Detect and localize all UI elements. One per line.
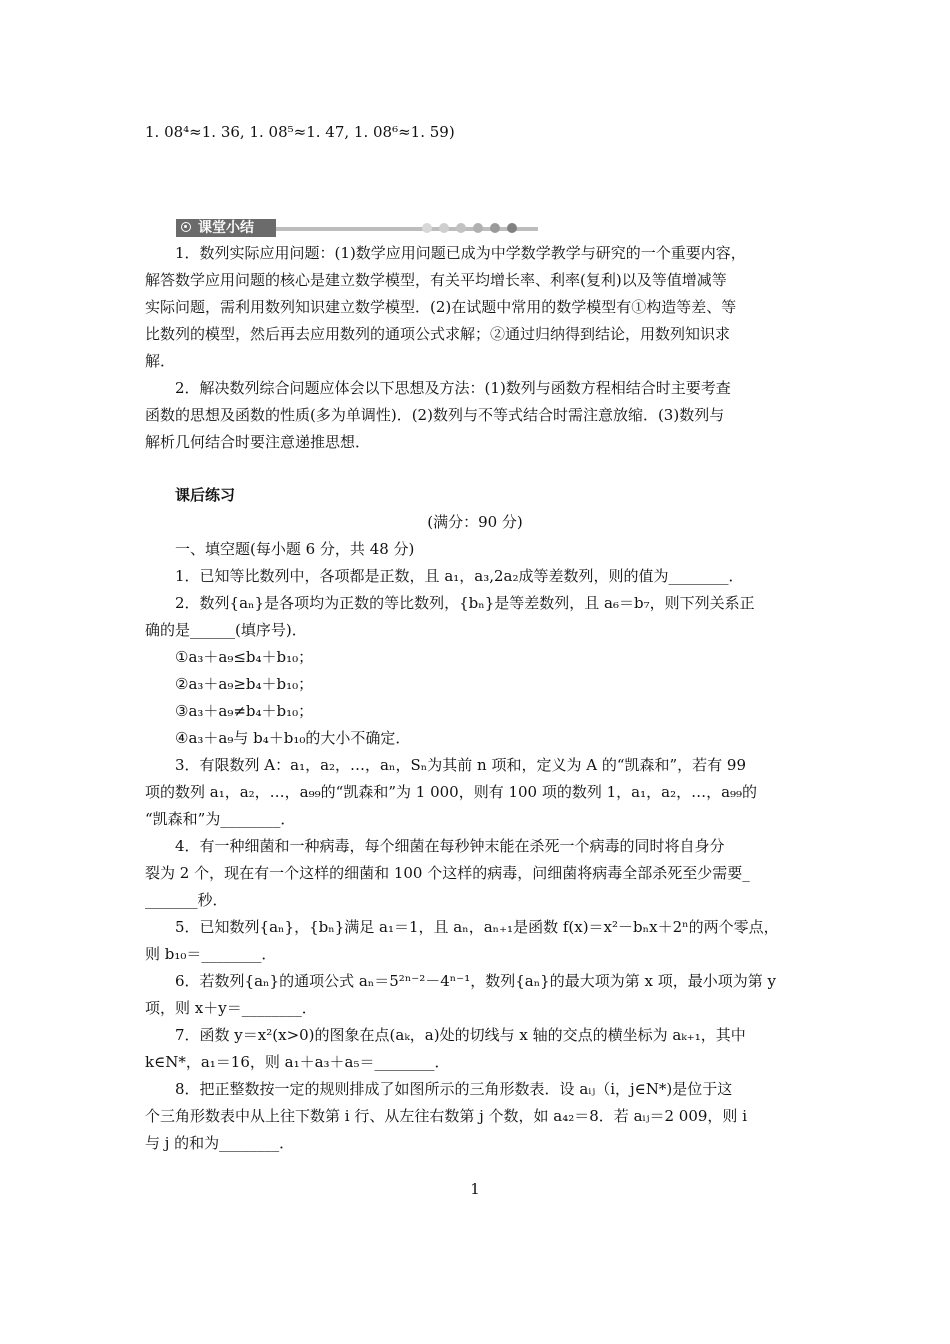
problem-line: 确的是______(填序号)． xyxy=(145,621,307,639)
problem-line: 5．已知数列{aₙ}，{bₙ}满足 a₁＝1，且 aₙ，aₙ₊₁是函数 f(x)＝x²－bₙx＋2ⁿ的两个零点， xyxy=(175,918,779,936)
problem-line: k∈N*，a₁＝16，则 a₁＋a₃＋a₅＝________． xyxy=(145,1053,450,1071)
problem-line: 2．数列{aₙ}是各项均为正数的等比数列，{bₙ}是等差数列，且 a₆＝b₇，则下列关系正 xyxy=(175,594,755,612)
top-line: 1. 08⁴≈1. 36, 1. 08⁵≈1. 47, 1. 08⁶≈1. 59) xyxy=(145,123,455,141)
problem-line: 1．已知等比数列中，各项都是正数，且 a₁，a₃,2a₂成等差数列，则的值为________． xyxy=(175,567,744,585)
full-score: (满分：90 分) xyxy=(427,513,523,531)
banner-dot-icon xyxy=(473,223,483,233)
problem-line: 个三角形数表中从上往下数第 i 行、从左往右数第 j 个数，如 a₄₂＝8．若 aᵢⱼ＝2 009，则 i xyxy=(145,1107,748,1125)
option-line: ④a₃＋a₉与 b₄＋b₁₀的大小不确定． xyxy=(175,729,411,747)
problem-line: 裂为 2 个，现在有一个这样的细菌和 100 个这样的病毒，问细菌将病毒全部杀死至少需要_ xyxy=(145,864,750,882)
exercise-title: 课后练习 xyxy=(175,486,236,504)
banner-dot-icon xyxy=(439,223,449,233)
banner-dot-icon xyxy=(490,223,500,233)
problem-line: 4．有一种细菌和一种病毒，每个细菌在每秒钟末能在杀死一个病毒的同时将自身分 xyxy=(175,837,725,855)
summary-line: 解答数学应用问题的核心是建立数学模型，有关平均增长率、利率(复利)以及等值增减等 xyxy=(145,271,727,289)
summary-line: 解析几何结合时要注意递推思想． xyxy=(145,433,371,451)
page-number: 1 xyxy=(470,1180,480,1198)
banner-dot-icon xyxy=(422,223,432,233)
problem-line: 则 b₁₀＝________． xyxy=(145,945,277,963)
summary-line: 函数的思想及函数的性质(多为单调性)．(2)数列与不等式结合时需注意放缩．(3)数列与 xyxy=(145,406,725,424)
summary-line: 解． xyxy=(145,352,176,370)
problem-line: _______秒． xyxy=(145,891,228,909)
option-line: ③a₃＋a₉≠b₄＋b₁₀； xyxy=(175,702,314,720)
summary-line: 实际问题，需利用数列知识建立数学模型．(2)在试题中常用的数学模型有①构造等差、等 xyxy=(145,298,737,316)
problem-line: 3．有限数列 A：a₁，a₂，…，aₙ，Sₙ为其前 n 项和，定义为 A 的“凯森和”，若有 99 xyxy=(175,756,747,774)
problem-line: 项，则 x＋y＝________． xyxy=(145,999,317,1017)
option-line: ①a₃＋a₉≤b₄＋b₁₀； xyxy=(175,648,314,666)
section-banner xyxy=(176,219,538,237)
problem-line: 与 j 的和为________． xyxy=(145,1134,295,1152)
problem-line: 6．若数列{aₙ}的通项公式 aₙ＝5²ⁿ⁻²－4ⁿ⁻¹，数列{aₙ}的最大项为第 x 项，最小项为第 y xyxy=(175,972,776,990)
target-icon xyxy=(181,222,191,232)
summary-line: 比数列的模型，然后再去应用数列的通项公式求解；②通过归纳得到结论，用数列知识求 xyxy=(145,325,731,343)
banner-title: 课堂小结 xyxy=(198,220,254,236)
problem-line: 8．把正整数按一定的规则排成了如图所示的三角形数表．设 aᵢⱼ（i，j∈N*)是位于这 xyxy=(175,1080,733,1098)
section-one-heading: 一、填空题(每小题 6 分，共 48 分) xyxy=(175,540,415,558)
option-line: ②a₃＋a₉≥b₄＋b₁₀； xyxy=(175,675,314,693)
summary-line: 2．解决数列综合问题应体会以下思想及方法：(1)数列与函数方程相结合时主要考查 xyxy=(175,379,731,397)
problem-line: 项的数列 a₁，a₂，…，a₉₉的“凯森和”为 1 000，则有 100 项的数列 1，a₁，a₂，…，a₉₉的 xyxy=(145,783,758,801)
problem-line: “凯森和”为________． xyxy=(145,810,296,828)
banner-dot-icon xyxy=(507,223,517,233)
banner-dot-icon xyxy=(456,223,466,233)
summary-line: 1．数列实际应用问题：(1)数学应用问题已成为中学数学教学与研究的一个重要内容， xyxy=(175,244,746,262)
problem-line: 7．函数 y＝x²(x>0)的图象在点(aₖ，a)处的切线与 x 轴的交点的横坐标为 aₖ₊₁，其中 xyxy=(175,1026,746,1044)
